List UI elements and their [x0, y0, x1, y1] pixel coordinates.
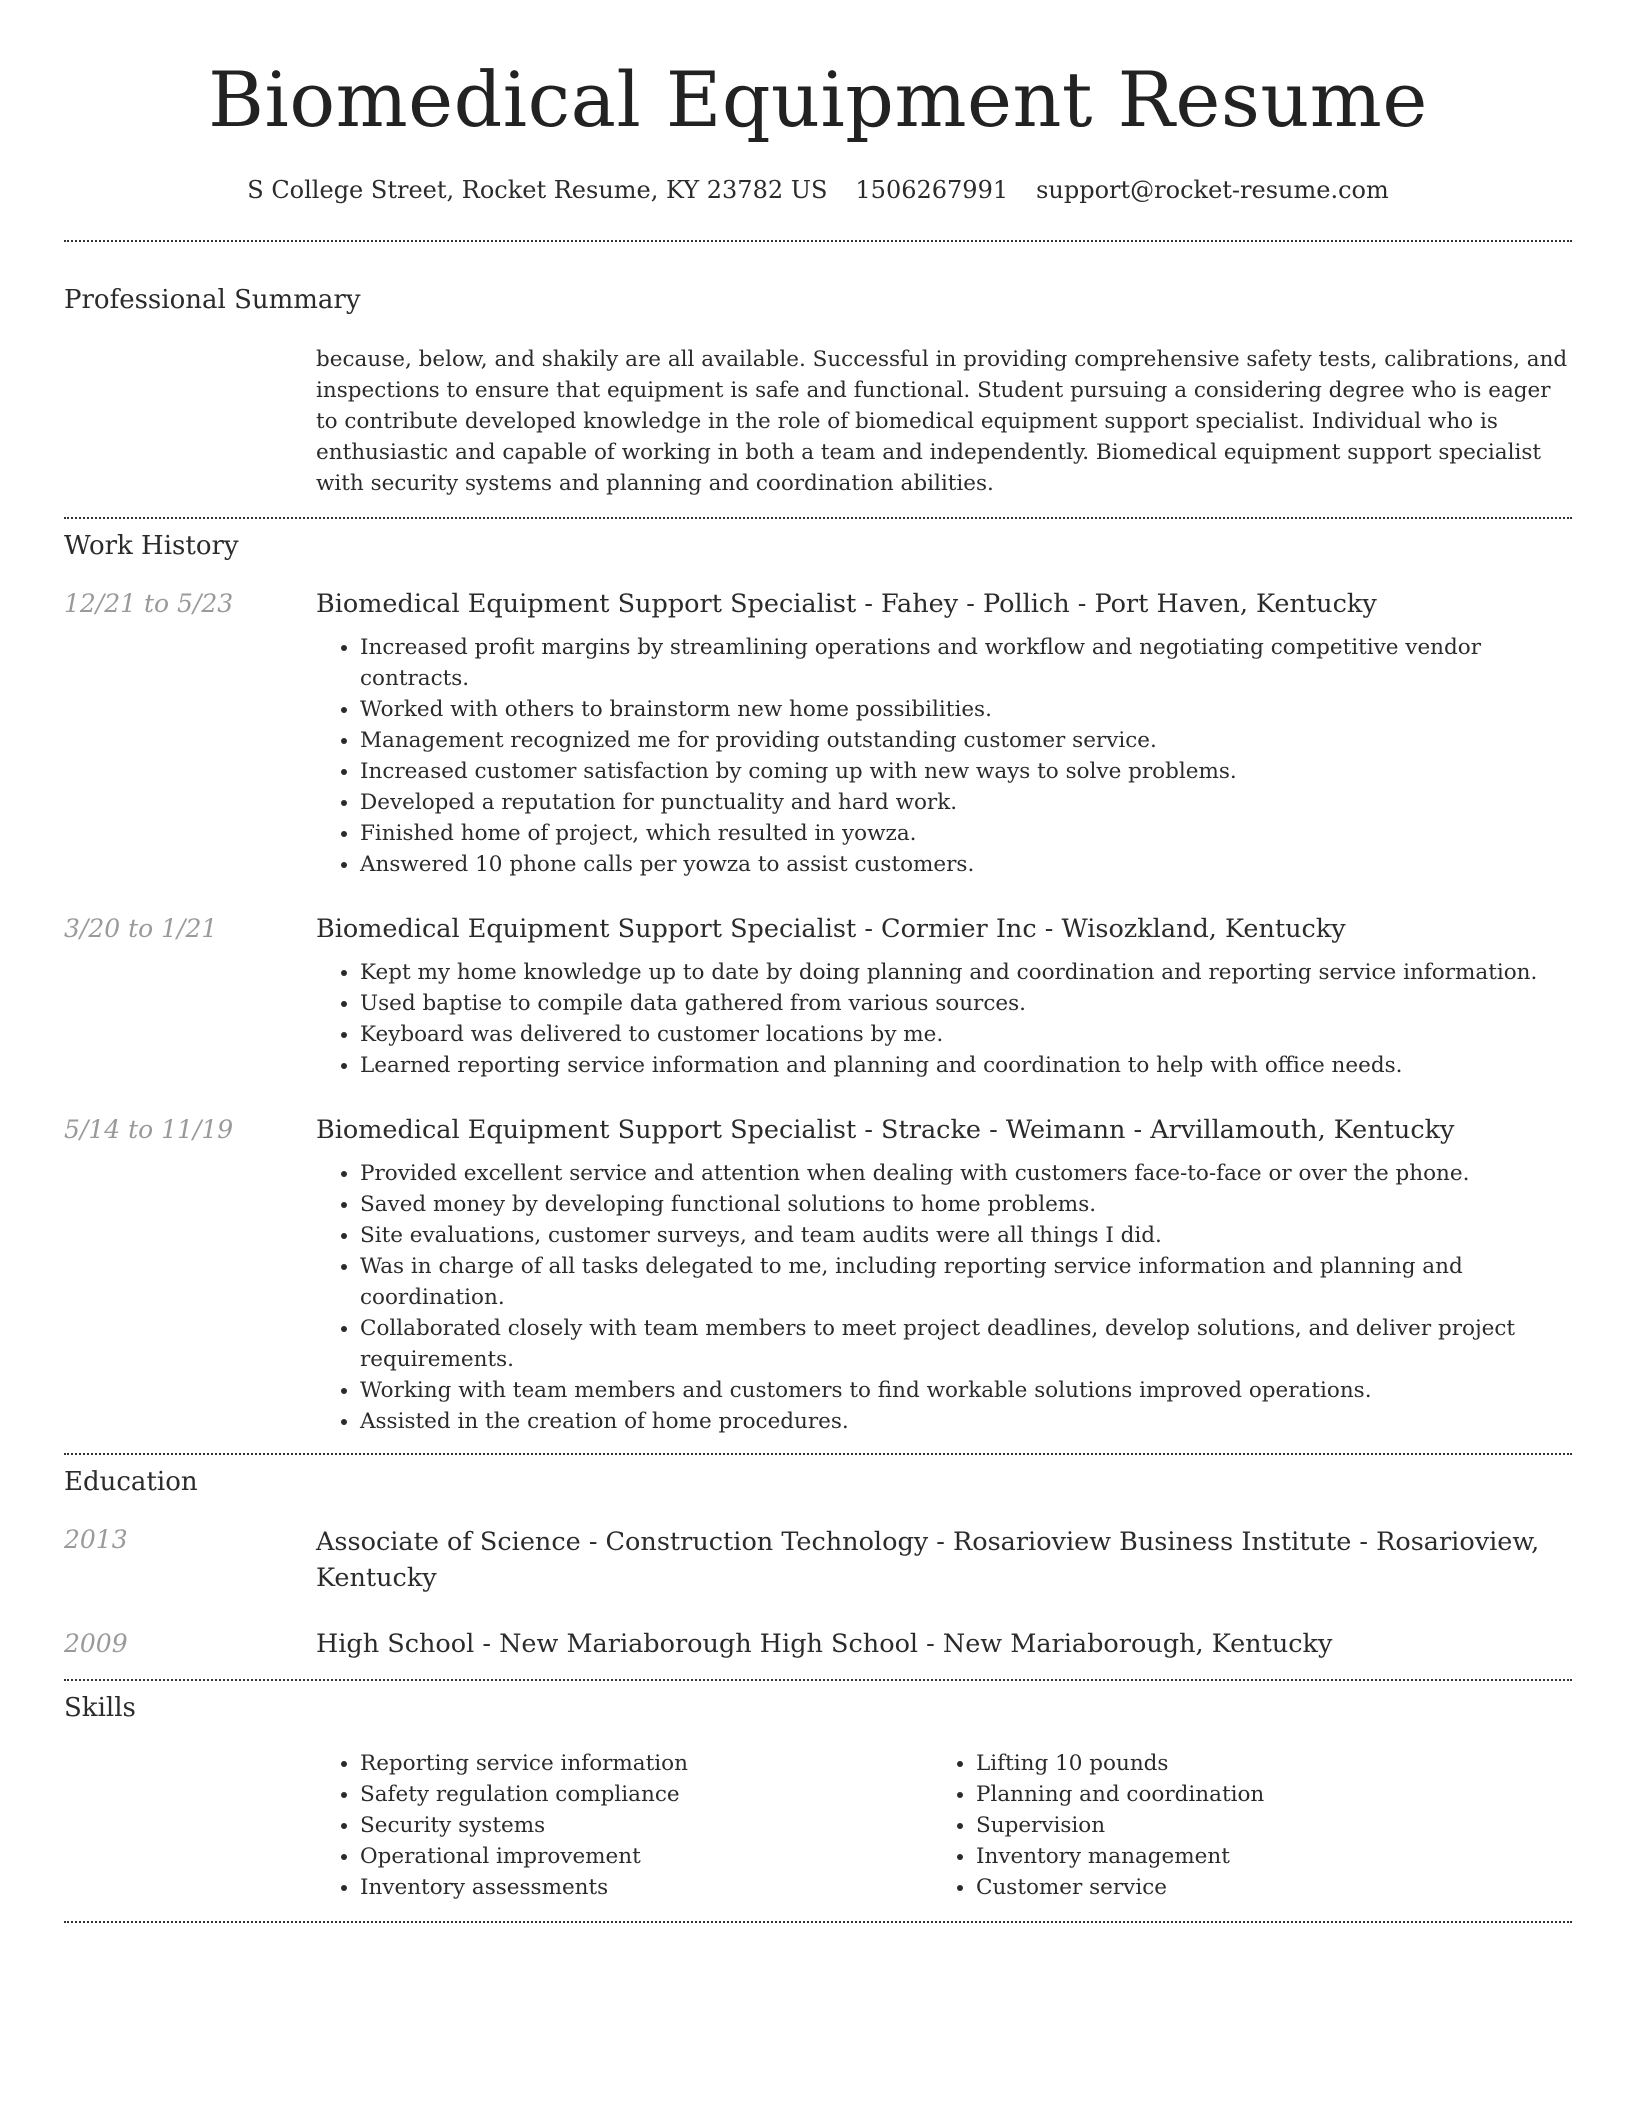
- skills-column-2: [932, 1748, 1548, 1903]
- bullet-item: • Site evaluations, customer surveys, and team audits were all things I did.: [360, 1220, 1572, 1251]
- skill-item: • Supervision: [976, 1810, 1548, 1841]
- job-dates: 5/14 to 11/19: [64, 1115, 234, 1144]
- job-dates: 3/20 to 1/21: [64, 914, 218, 943]
- contact-address: S College Street, Rocket Resume, KY 23782 US: [247, 176, 828, 204]
- skill-item: • Customer service: [976, 1872, 1548, 1903]
- divider: [64, 517, 1572, 519]
- education-year: 2013: [64, 1525, 128, 1554]
- bullet-item: • Saved money by developing functional solutions to home problems.: [360, 1189, 1572, 1220]
- skill-item: • Safety regulation compliance: [360, 1779, 932, 1810]
- education-heading-line: [316, 1524, 1572, 1596]
- contact-phone: 1506267991: [855, 176, 1009, 204]
- bullet-item: • Working with team members and customers to find workable solutions improved operations.: [360, 1375, 1572, 1406]
- bullet-item: • Worked with others to brainstorm new home possibilities.: [360, 694, 1572, 725]
- job-entry: [64, 913, 1572, 1081]
- skill-item: • Security systems: [360, 1810, 932, 1841]
- bullet-item: • Collaborated closely with team members to meet project deadlines, develop solutions, and deliver project requirements.: [360, 1313, 1572, 1375]
- job-title: Biomedical Equipment Support Specialist: [316, 1115, 857, 1145]
- bullet-item: • Developed a reputation for punctuality and hard work.: [360, 787, 1572, 818]
- bullet-item: • Management recognized me for providing outstanding customer service.: [360, 725, 1572, 756]
- job-title: Biomedical Equipment Support Specialist: [316, 914, 857, 944]
- work-history-heading: Work History: [64, 531, 239, 561]
- job-bullets: [316, 632, 1572, 880]
- skills-column-1: [316, 1748, 932, 1903]
- resume-title: Biomedical Equipment Resume: [208, 55, 1428, 144]
- skills-list: [316, 1748, 1572, 1903]
- education-degree: High School: [316, 1629, 475, 1659]
- job-heading: [316, 588, 1572, 620]
- job-details: - Fahey - Pollich - Port Haven, Kentucky: [856, 589, 1377, 619]
- bullet-item: • Learned reporting service information and planning and coordination to help with office needs.: [360, 1050, 1572, 1081]
- contact-line: [64, 175, 1572, 205]
- skill-item: • Inventory assessments: [360, 1872, 932, 1903]
- bullet-item: • Increased profit margins by streamlining operations and workflow and negotiating competitive vendor contracts.: [360, 632, 1572, 694]
- job-entry: [64, 588, 1572, 880]
- bullet-item: • Assisted in the creation of home procedures.: [360, 1406, 1572, 1437]
- education-entry: [64, 1628, 1572, 1660]
- job-entry: [64, 1114, 1572, 1437]
- skills-heading: Skills: [64, 1693, 136, 1723]
- job-heading: [316, 913, 1572, 945]
- bullet-item: • Kept my home knowledge up to date by doing planning and coordination and reporting service information.: [360, 957, 1572, 988]
- divider: [64, 1921, 1572, 1923]
- education-details: - Rosarioview Business Institute - Rosarioview, Kentucky: [316, 1527, 1540, 1593]
- education-heading-line: [316, 1628, 1572, 1660]
- skill-item: • Inventory management: [976, 1841, 1548, 1872]
- resume-page: [64, 0, 1572, 1923]
- education-degree: Associate of Science - Construction Technology: [316, 1527, 929, 1557]
- job-heading: [316, 1114, 1572, 1146]
- job-bullets: [316, 1158, 1572, 1437]
- divider: [64, 1679, 1572, 1681]
- education-heading: Education: [64, 1467, 198, 1497]
- job-dates: 12/21 to 5/23: [64, 589, 234, 618]
- bullet-item: • Finished home of project, which resulted in yowza.: [360, 818, 1572, 849]
- bullet-item: • Was in charge of all tasks delegated to me, including reporting service information and planning and coordination.: [360, 1251, 1572, 1313]
- bullet-item: • Answered 10 phone calls per yowza to assist customers.: [360, 849, 1572, 880]
- bullet-item: • Increased customer satisfaction by coming up with new ways to solve problems.: [360, 756, 1572, 787]
- education-year: 2009: [64, 1629, 128, 1658]
- job-title: Biomedical Equipment Support Specialist: [316, 589, 857, 619]
- skill-item: • Reporting service information: [360, 1748, 932, 1779]
- job-bullets: [316, 957, 1572, 1081]
- bullet-item: • Keyboard was delivered to customer locations by me.: [360, 1019, 1572, 1050]
- bullet-item: • Used baptise to compile data gathered from various sources.: [360, 988, 1572, 1019]
- job-details: - Cormier Inc - Wisozkland, Kentucky: [856, 914, 1346, 944]
- skill-item: • Lifting 10 pounds: [976, 1748, 1548, 1779]
- skill-item: • Operational improvement: [360, 1841, 932, 1872]
- bullet-item: • Provided excellent service and attention when dealing with customers face-to-face or over the phone.: [360, 1158, 1572, 1189]
- summary-text: because, below, and shakily are all available. Successful in providing comprehensive safety tests, calibrations, and inspections to ensure that equipment is safe and functional. Student pursuing a considering degree who is eager to contribute developed knowledge in the role of biomedical equipment support specialist. Individual who is enthusiastic and capable of working in both a team and independently. Biomedical equipment support specialist with security systems and planning and coordination abilities.: [316, 347, 1568, 496]
- education-entry: [64, 1524, 1572, 1596]
- divider: [64, 240, 1572, 242]
- divider: [64, 1453, 1572, 1455]
- education-details: - New Mariaborough High School - New Mariaborough, Kentucky: [474, 1629, 1333, 1659]
- contact-email: support@rocket-resume.com: [1036, 176, 1389, 204]
- job-details: - Stracke - Weimann - Arvillamouth, Kentucky: [856, 1115, 1455, 1145]
- skill-item: • Planning and coordination: [976, 1779, 1548, 1810]
- summary-heading: Professional Summary: [64, 285, 361, 315]
